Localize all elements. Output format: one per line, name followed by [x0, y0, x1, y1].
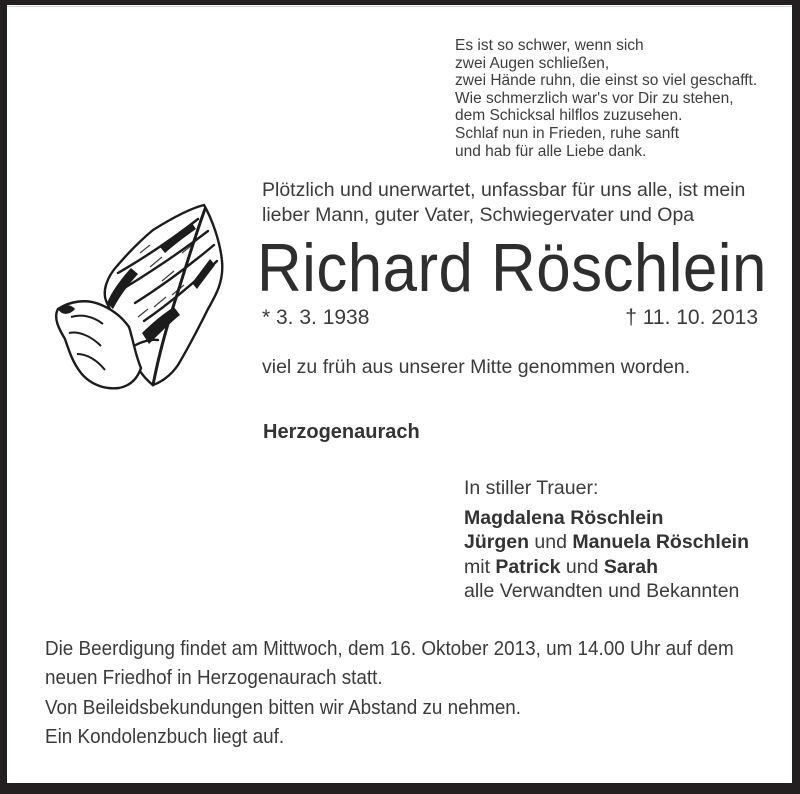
top-hairline-rule [7, 6, 792, 7]
poem-line: zwei Hände ruhn, die einst so viel geschafft. [455, 72, 758, 90]
life-dates [262, 306, 758, 330]
funeral-line: Die Beerdigung findet am Mittwoch, dem 16. Oktober 2013, um 14.00 Uhr auf dem [45, 637, 734, 660]
mourners-list [464, 506, 749, 604]
birth-date: * 3. 3. 1938 [262, 306, 370, 329]
mourner-line-part: mit [464, 555, 496, 578]
intro-line: Plötzlich und unerwartet, unfassbar für uns alle, ist mein [262, 179, 746, 201]
praying-hands-icon [42, 183, 227, 391]
poem-line: dem Schicksal hilflos zuzusehen. [455, 107, 683, 125]
mourner-line [464, 555, 749, 579]
poem-line: Wie schmerzlich war's vor Dir zu stehen, [455, 89, 734, 107]
mourner-line-part: Jürgen [464, 531, 530, 554]
subline-text: viel zu früh aus unserer Mitte genommen worden. [262, 356, 691, 378]
death-date: † 11. 10. 2013 [625, 306, 758, 329]
mourner-line [464, 530, 749, 554]
deceased-name: Richard Röschlein [257, 230, 767, 306]
funeral-line: Von Beileidsbekundungen bitten wir Abstand zu nehmen. [45, 695, 522, 719]
mourner-line [464, 579, 749, 603]
mourner-line-part: und [529, 531, 573, 554]
poem-line: zwei Augen schließen, [455, 54, 610, 72]
mourning-label: In stiller Trauer: [464, 477, 599, 499]
mourner-line-part: und [560, 555, 604, 578]
intro-line: lieber Mann, guter Vater, Schwiegervater und Opa [262, 204, 695, 226]
mourner-line-part: Manuela Röschlein [572, 531, 750, 554]
mourner-line-part: Sarah [603, 555, 659, 578]
poem-line: und hab für alle Liebe dank. [455, 142, 647, 160]
mourner-line-part: alle Verwandten und Bekannten [464, 580, 740, 603]
funeral-line: neuen Friedhof in Herzogenaurach statt. [45, 666, 383, 690]
poem-line: Schlaf nun in Frieden, ruhe sanft [455, 124, 680, 142]
intro-text [262, 178, 745, 228]
funeral-line: Ein Kondolenzbuch liegt auf. [45, 724, 285, 748]
mourner-line [464, 506, 749, 530]
memorial-poem [455, 37, 757, 160]
poem-line: Es ist so schwer, wenn sich [455, 37, 644, 54]
city-name: Herzogenaurach [263, 421, 420, 443]
mourner-line-part: Patrick [495, 555, 561, 578]
mourner-line-part: Magdalena Röschlein [464, 507, 664, 529]
funeral-details [45, 634, 734, 751]
